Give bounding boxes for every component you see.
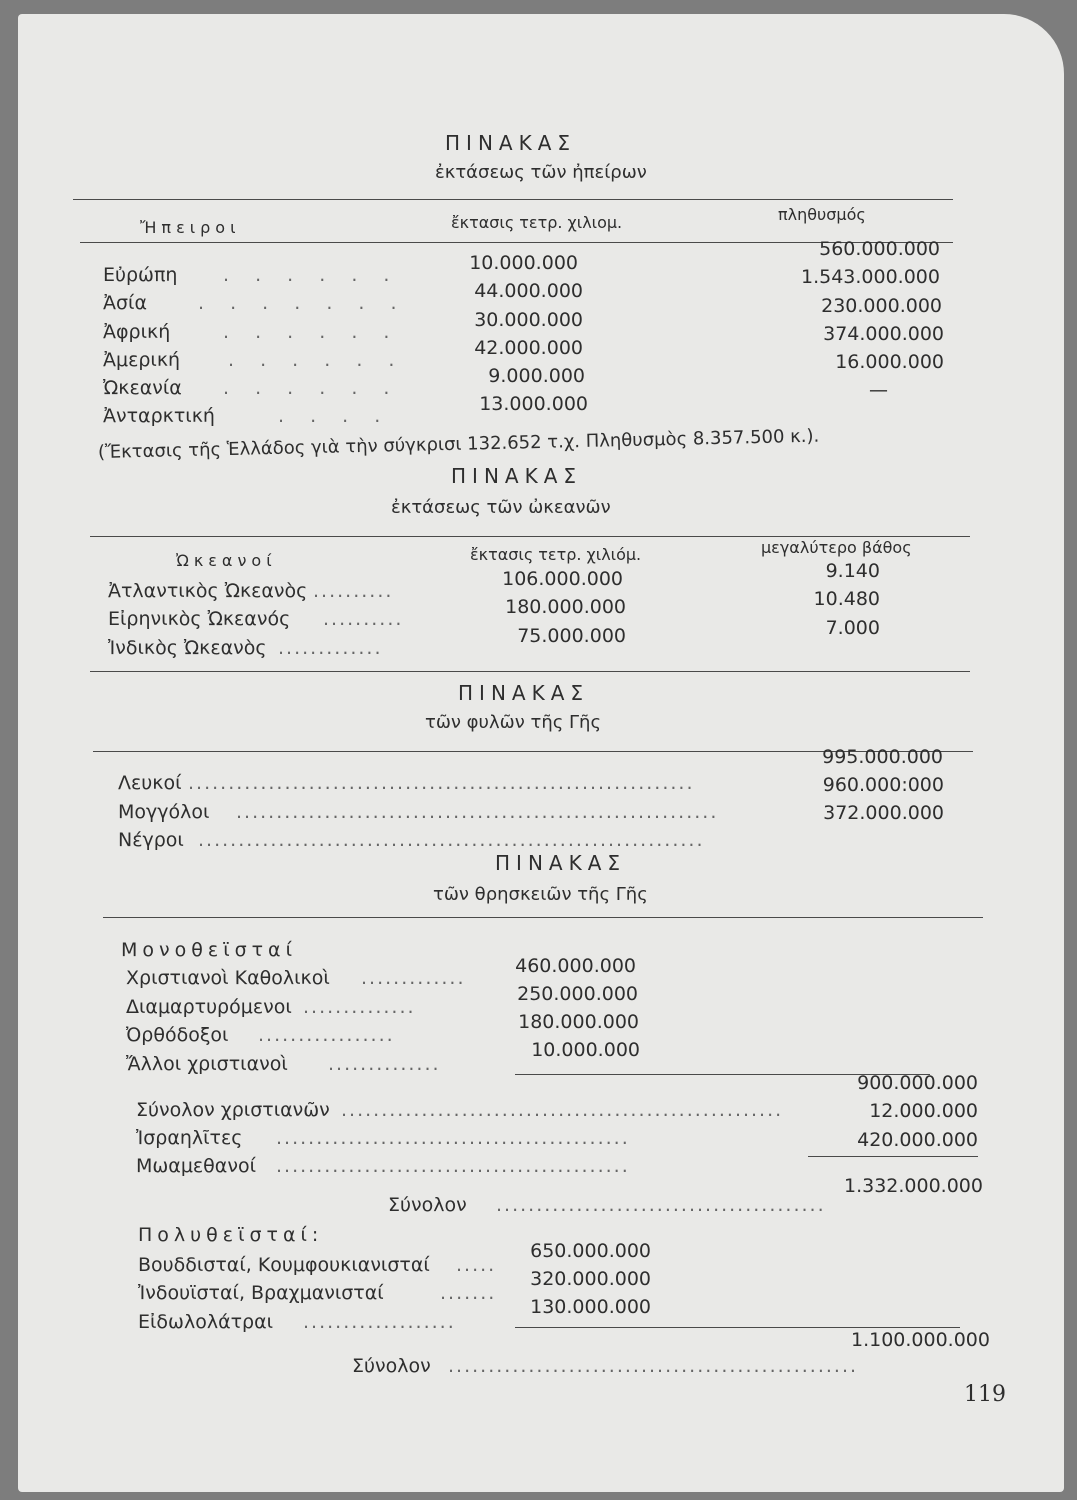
- row-name: Ὠκεανία: [103, 377, 182, 399]
- row-value: 372.000.000: [823, 802, 944, 824]
- row-value: 900.000.000: [857, 1072, 978, 1094]
- leader-dots: .....: [456, 1254, 497, 1276]
- leader-dots: . . . . . .: [223, 264, 400, 286]
- row-value: 420.000.000: [857, 1129, 978, 1151]
- leader-dots: .................: [258, 1024, 395, 1046]
- polytheists-total-value: 1.100.000.000: [850, 1329, 990, 1351]
- row-area: 180.000.000: [505, 596, 626, 618]
- row-name: Εἰρηνικὸς Ὠκεανός: [108, 608, 291, 630]
- rule: [103, 917, 983, 918]
- races-subtitle: τῶν φυλῶν τῆς Γῆς: [425, 712, 602, 733]
- leader-dots: .............: [361, 967, 466, 989]
- row-value: 995.000.000: [822, 746, 943, 768]
- row-depth: 9.140: [825, 560, 880, 582]
- row-name: Λευκοί: [118, 772, 182, 794]
- header-depth: μεγαλύτερο βάθος: [761, 538, 912, 557]
- leader-dots: ...............................................................: [198, 829, 705, 851]
- row-area: 42.000.000: [474, 337, 583, 359]
- oceans-subtitle: ἐκτάσεως τῶν ὠκεανῶν: [391, 497, 611, 518]
- leader-dots: . . . . . .: [223, 377, 400, 399]
- row-value: 10.000.000: [531, 1039, 640, 1061]
- leader-dots: ...............................................................: [188, 772, 695, 794]
- row-name: Χριστιανοὶ Καθολικοὶ: [126, 967, 330, 989]
- row-name: Διαμαρτυρόμενοι: [126, 996, 292, 1018]
- leader-dots: ...................................................: [448, 1355, 859, 1377]
- leader-dots: .........................................: [496, 1194, 826, 1216]
- row-value: 460.000.000: [515, 955, 636, 977]
- header-continents: Ἤπειροι: [140, 218, 241, 237]
- row-area: 106.000.000: [502, 568, 623, 590]
- header-area: ἔκτασις τετρ. χιλιόμ.: [470, 545, 642, 564]
- rule: [90, 671, 970, 672]
- row-population: 560.000.000: [819, 238, 940, 260]
- row-area: 10.000.000: [469, 252, 578, 274]
- row-name: Εὐρώπη: [103, 264, 178, 286]
- leader-dots: ..............: [328, 1053, 441, 1075]
- row-value: 130.000.000: [530, 1296, 651, 1318]
- row-depth: 7.000: [825, 617, 880, 639]
- rule: [73, 199, 953, 200]
- row-population: 230.000.000: [821, 295, 942, 317]
- leader-dots: ..............: [303, 996, 416, 1018]
- continents-subtitle: ἐκτάσεως τῶν ἠπείρων: [435, 162, 647, 183]
- row-population: —: [869, 379, 888, 401]
- row-value: 960.000:000: [822, 774, 944, 796]
- row-name: Ἰσραηλῖτες: [136, 1127, 243, 1149]
- row-name: Μωαμεθανοί: [136, 1155, 257, 1177]
- monotheists-heading: Μονοθεϊσταί: [121, 939, 298, 961]
- races-title: ΠΙΝΑΚΑΣ: [458, 681, 590, 705]
- row-depth: 10.480: [813, 588, 880, 610]
- subtotal-rule: [808, 1156, 978, 1157]
- row-value: 650.000.000: [530, 1240, 651, 1262]
- monotheists-total-label: Σύνολον: [388, 1194, 467, 1216]
- leader-dots: ............................................................: [236, 801, 719, 823]
- oceans-title: ΠΙΝΑΚΑΣ: [451, 464, 583, 488]
- polytheists-total-label: Σύνολον: [352, 1355, 431, 1377]
- header-oceans: Ὠκεανοί: [176, 551, 277, 570]
- leader-dots: .......................................................: [341, 1099, 784, 1121]
- leader-dots: .............: [278, 637, 383, 659]
- leader-dots: ............................................: [276, 1155, 630, 1177]
- row-area: 75.000.000: [517, 625, 626, 647]
- leader-dots: ............................................: [276, 1127, 630, 1149]
- row-population: 1.543.000.000: [800, 266, 940, 288]
- header-population: πληθυσμός: [778, 205, 866, 224]
- religions-title: ΠΙΝΑΚΑΣ: [495, 851, 627, 875]
- row-value: 320.000.000: [530, 1268, 651, 1290]
- greece-note: (Ἔκτασις τῆς Ἑλλάδος γιὰ τὴν σύγκρισι 132.652 τ.χ. Πληθυσμὸς 8.357.500 κ.).: [97, 425, 820, 463]
- polytheists-heading: Πολυθεϊσταί:: [138, 1224, 324, 1246]
- leader-dots: ..........: [323, 608, 404, 630]
- row-area: 13.000.000: [479, 393, 588, 415]
- religions-subtitle: τῶν θρησκειῶν τῆς Γῆς: [433, 884, 648, 905]
- row-name: Εἰδωλολάτραι: [138, 1311, 274, 1333]
- subtotal-rule: [515, 1327, 960, 1328]
- row-name: Ἀτλαντικὸς Ὠκεανὸς: [108, 580, 308, 602]
- monotheists-total-value: 1.332.000.000: [843, 1175, 983, 1197]
- row-value: 12.000.000: [869, 1100, 978, 1122]
- leader-dots: .......: [440, 1282, 497, 1304]
- continents-title: ΠΙΝΑΚΑΣ: [445, 131, 577, 155]
- header-area: ἔκτασις τετρ. χιλιομ.: [451, 213, 623, 232]
- row-name: Ἀφρική: [103, 321, 171, 343]
- row-name: Ἀσία: [103, 292, 147, 314]
- row-name: Ἀμερική: [103, 349, 181, 371]
- leader-dots: ...................: [303, 1311, 456, 1333]
- book-page: [18, 14, 1064, 1492]
- row-area: 9.000.000: [488, 365, 585, 387]
- row-name: Ὀρθόδοξοι: [126, 1024, 229, 1046]
- row-name: Βουδδισταί, Κουμφουκιανισταί: [138, 1254, 430, 1276]
- row-value: 180.000.000: [518, 1011, 639, 1033]
- leader-dots: . . . . . . .: [198, 292, 407, 314]
- row-name: Νέγροι: [118, 829, 184, 851]
- leader-dots: . . . .: [278, 405, 391, 427]
- row-name: Ἰνδουϊσταί, Βραχμανισταί: [138, 1282, 384, 1304]
- row-population: 16.000.000: [835, 351, 944, 373]
- leader-dots: . . . . . .: [228, 349, 405, 371]
- row-name: Ἄλλοι χριστιανοὶ: [126, 1053, 288, 1075]
- row-value: 250.000.000: [517, 983, 638, 1005]
- row-population: 374.000.000: [823, 323, 944, 345]
- page-number: 119: [964, 1382, 1006, 1407]
- row-name: Ἰνδικὸς Ὠκεανὸς: [108, 637, 267, 659]
- row-area: 44.000.000: [474, 280, 583, 302]
- row-area: 30.000.000: [474, 309, 583, 331]
- row-name: Ἀνταρκτική: [103, 405, 215, 427]
- leader-dots: ..........: [313, 580, 394, 602]
- leader-dots: . . . . . .: [223, 321, 400, 343]
- row-name: Μογγόλοι: [118, 801, 210, 823]
- row-name: Σύνολον χριστιανῶν: [136, 1099, 330, 1121]
